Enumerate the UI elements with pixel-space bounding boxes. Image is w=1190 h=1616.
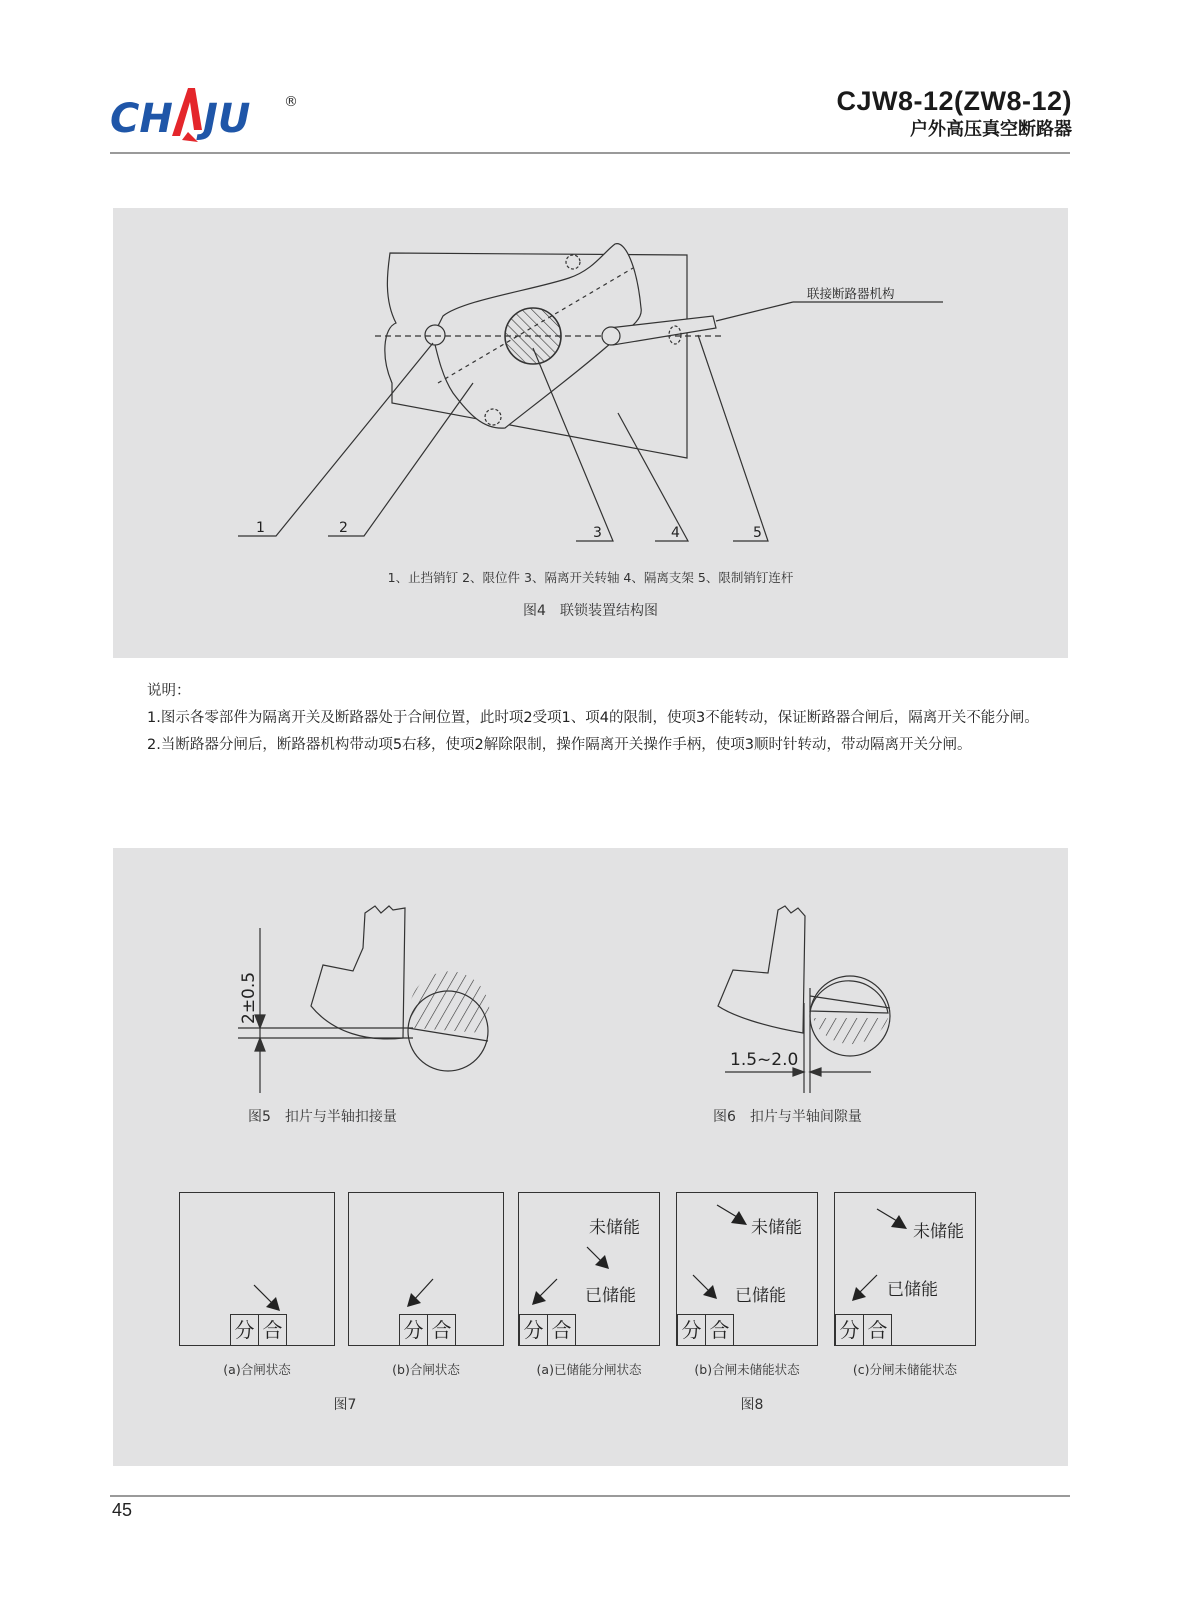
- figure5-caption: 图5 扣片与半轴扣接量: [248, 1109, 397, 1125]
- figure4-panel: [113, 208, 1068, 658]
- part-number-3: 3: [593, 525, 602, 541]
- product-name: 户外高压真空断路器: [910, 119, 1072, 140]
- pointer-arrow-icon: [401, 1275, 441, 1315]
- brand-logo: [110, 80, 310, 150]
- figure8-state-b: (b)合闸未储能状态: [694, 1362, 800, 1377]
- indicator-8a: [518, 1192, 660, 1346]
- logo-wordmark-ch: CH: [110, 96, 173, 142]
- description-item-1-text: 1.图示各零部件为隔离开关及断路器处于合闸位置，此时项2受项1、项4的限制，使项3不能转动，保证断路器合闸后，隔离开关不能分闸。: [147, 710, 1039, 726]
- figure4-caption: 图4 联锁装置结构图: [523, 603, 658, 619]
- open-label: 分: [681, 1318, 702, 1342]
- figure7-caption: 图7: [333, 1397, 357, 1413]
- registered-mark: ®: [284, 94, 298, 110]
- close-label: 合: [547, 1315, 575, 1345]
- close-label: 合: [258, 1315, 286, 1345]
- footer-rule: [110, 1495, 1070, 1497]
- part-number-5: 5: [753, 525, 762, 541]
- figure8-state-a: (a)已储能分闸状态: [536, 1362, 642, 1377]
- indicator-8b: [676, 1192, 818, 1346]
- open-close-indicator: [835, 1314, 892, 1345]
- uncharged-label: 未储能: [589, 1218, 640, 1238]
- figure7-state-a: (a)合闸状态: [223, 1362, 291, 1377]
- header-title: [836, 84, 1072, 142]
- part-number-2: 2: [339, 520, 348, 536]
- pointer-arrow-icon: [527, 1275, 563, 1311]
- figure8-caption: 图8: [740, 1397, 764, 1413]
- figure8-state-c: (c)分闸未储能状态: [852, 1362, 958, 1377]
- indicator-8c: [834, 1192, 976, 1346]
- model-number: CJW8-12(ZW8-12): [836, 86, 1072, 116]
- figure6-dimension: 1.5~2.0: [730, 1050, 799, 1070]
- figure5-dimension: 2±0.5: [239, 971, 259, 1024]
- description-item-1: [113, 705, 1068, 732]
- open-label: 分: [523, 1318, 544, 1342]
- open-close-indicator: [519, 1314, 576, 1345]
- pointer-arrow-icon: [715, 1201, 751, 1231]
- figure7-state-b: (b)合闸状态: [392, 1362, 460, 1377]
- close-label: 合: [427, 1315, 455, 1345]
- page-number: 45: [112, 1500, 133, 1520]
- close-label: 合: [863, 1315, 891, 1345]
- part-number-4: 4: [671, 525, 680, 541]
- figure4-legend: 1、止挡销钉 2、限位件 3、隔离开关转轴 4、隔离支架 5、限制销钉连杆: [387, 570, 794, 585]
- uncharged-label: 未储能: [751, 1218, 802, 1238]
- indicator-7a: [179, 1192, 335, 1346]
- description-item-2: 2.当断路器分闸后，断路器机构带动项5右移，使项2解除限制，操作隔离开关操作手柄，使项3顺时针转动，带动隔离开关分闸。: [147, 737, 972, 753]
- charged-label: 已储能: [585, 1286, 636, 1306]
- interlock-structure-diagram: [113, 208, 1068, 658]
- figure6-caption: 图6 扣片与半轴间隙量: [713, 1109, 862, 1125]
- header-rule: [110, 152, 1070, 154]
- close-label: 合: [705, 1315, 733, 1345]
- open-close-indicator: [399, 1314, 456, 1345]
- open-label: 分: [234, 1318, 255, 1342]
- uncharged-label: 未储能: [913, 1222, 964, 1242]
- pointer-arrow-icon: [875, 1205, 911, 1235]
- charged-label: 已储能: [887, 1280, 938, 1300]
- description-heading: 说明：: [147, 683, 191, 699]
- open-label: 分: [403, 1318, 424, 1342]
- pointer-arrow-icon: [689, 1271, 723, 1305]
- open-label: 分: [839, 1318, 860, 1342]
- open-close-indicator: [230, 1314, 287, 1345]
- charged-label: 已储能: [735, 1286, 786, 1306]
- logo-wordmark-ju: JU: [203, 96, 251, 142]
- callout-link-label: 联接断路器机构: [807, 286, 895, 301]
- open-close-indicator: [677, 1314, 734, 1345]
- pointer-arrow-icon: [583, 1243, 615, 1275]
- pointer-arrow-icon: [847, 1271, 883, 1307]
- figure5-drawing: [238, 906, 489, 1093]
- part-number-1: 1: [256, 520, 265, 536]
- logo-a-mark: [172, 88, 202, 136]
- isolation-shaft: [505, 308, 561, 364]
- indicator-7b: [348, 1192, 504, 1346]
- description: [113, 678, 1068, 759]
- chaju-logo-icon: [110, 80, 310, 150]
